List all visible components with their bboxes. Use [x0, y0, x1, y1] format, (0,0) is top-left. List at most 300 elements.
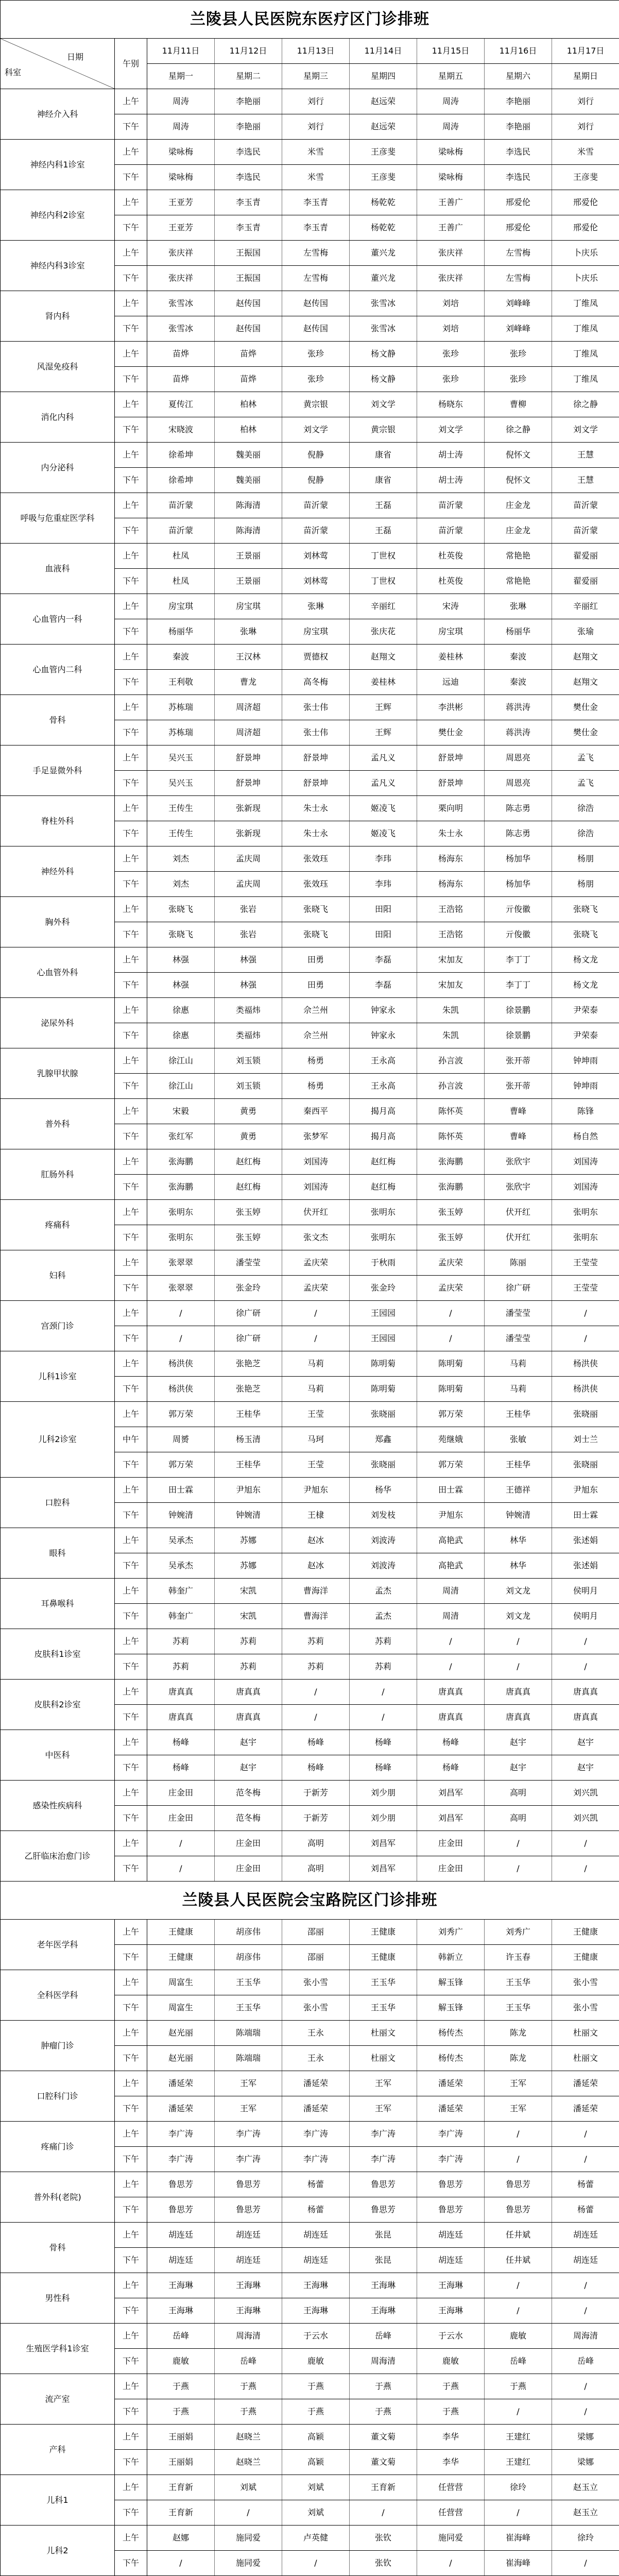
schedule-row: [1, 1920, 619, 1945]
doctor-cell: 唐真真: [417, 1680, 485, 1705]
doctor-cell: /: [552, 2374, 619, 2399]
doctor-cell: 张欣宇: [485, 1149, 552, 1175]
doctor-cell: 马莉: [485, 1351, 552, 1377]
doctor-cell: 陈端瑞: [215, 2021, 282, 2046]
period-label: 上午: [115, 1478, 147, 1503]
doctor-cell: 陈明菊: [350, 1377, 417, 1402]
doctor-cell: 潘延荣: [282, 2071, 350, 2096]
doctor-cell: 张开蒂: [485, 1074, 552, 1099]
doctor-cell: 吴兴玉: [147, 771, 215, 796]
department-name: 神经内科1诊室: [1, 140, 115, 190]
date-axis-label: 日期: [66, 52, 83, 62]
doctor-cell: 于燕: [282, 2374, 350, 2399]
doctor-cell: 唐真真: [417, 1705, 485, 1730]
doctor-cell: 张梦军: [282, 1124, 350, 1149]
period-label: 下午: [115, 2500, 147, 2526]
doctor-cell: 杜丽文: [552, 2021, 619, 2046]
doctor-cell: 王汉林: [215, 645, 282, 670]
doctor-cell: 王健康: [350, 1945, 417, 1970]
doctor-cell: 林强: [147, 947, 215, 973]
doctor-cell: 赵玉立: [552, 2500, 619, 2526]
schedule-row: [1, 2172, 619, 2197]
doctor-cell: 黄勇: [215, 1124, 282, 1149]
doctor-cell: /: [350, 1680, 417, 1705]
doctor-cell: 丁维凤: [552, 316, 619, 342]
doctor-cell: 张琳: [282, 594, 350, 619]
date-header: 11月13日: [282, 39, 350, 64]
doctor-cell: 苗沂蒙: [417, 518, 485, 544]
period-label: 上午: [115, 1099, 147, 1124]
doctor-cell: /: [350, 1705, 417, 1730]
doctor-cell: /: [552, 1856, 619, 1882]
doctor-cell: 潘延荣: [417, 2096, 485, 2122]
doctor-cell: 陈怀英: [417, 1124, 485, 1149]
doctor-cell: 施同爱: [215, 2526, 282, 2551]
doctor-cell: 张海鹏: [417, 1149, 485, 1175]
schedule-row: [1, 2324, 619, 2349]
weekday-header: 星期四: [350, 64, 417, 89]
doctor-cell: 杨洪侠: [147, 1377, 215, 1402]
period-label: 下午: [115, 872, 147, 897]
period-label: 下午: [115, 2298, 147, 2324]
date-header: 11月17日: [552, 39, 619, 64]
doctor-cell: 尹旭东: [215, 1478, 282, 1503]
doctor-cell: 苏莉: [282, 1629, 350, 1654]
schedule-row: [1, 2374, 619, 2399]
schedule-row: [1, 1781, 619, 1806]
doctor-cell: 于燕: [282, 2399, 350, 2425]
schedule-row: [1, 645, 619, 670]
doctor-cell: 辛丽红: [350, 594, 417, 619]
doctor-cell: 王军: [350, 2096, 417, 2122]
doctor-cell: 于新芳: [282, 1806, 350, 1831]
doctor-cell: 赵传国: [215, 316, 282, 342]
doctor-cell: 亓俊徽: [485, 922, 552, 947]
doctor-cell: 马莉: [485, 1377, 552, 1402]
doctor-cell: 陈龙: [485, 2021, 552, 2046]
schedule-row: [1, 998, 619, 1023]
doctor-cell: 鲁思芳: [350, 2172, 417, 2197]
doctor-cell: 鲁思芳: [215, 2172, 282, 2197]
schedule-row: [1, 947, 619, 973]
department-name: 感染性疾病科: [1, 1781, 115, 1831]
doctor-cell: 孟庆周: [215, 846, 282, 872]
doctor-cell: 郭万荣: [417, 1452, 485, 1478]
doctor-cell: 苗沂蒙: [147, 518, 215, 544]
doctor-cell: 柏林: [215, 417, 282, 443]
doctor-cell: 伏开红: [282, 1200, 350, 1225]
doctor-cell: 杨蕾: [552, 2172, 619, 2197]
diagonal-divider: [1, 39, 114, 89]
schedule-row: [1, 846, 619, 872]
doctor-cell: 张晓飞: [282, 897, 350, 922]
doctor-cell: 曹龙: [215, 670, 282, 695]
doctor-cell: 赵娜: [147, 2526, 215, 2551]
doctor-cell: 郭万荣: [147, 1402, 215, 1427]
doctor-cell: 刘兴凯: [552, 1781, 619, 1806]
doctor-cell: 赵冰: [282, 1528, 350, 1553]
doctor-cell: /: [147, 1301, 215, 1326]
doctor-cell: 徐浩: [552, 796, 619, 821]
period-label: 上午: [115, 1680, 147, 1705]
doctor-cell: 杨丽华: [147, 619, 215, 645]
schedule-row: [1, 493, 619, 518]
period-label: 上午: [115, 342, 147, 367]
period-label: 中午: [115, 1427, 147, 1452]
doctor-cell: 周恩亮: [485, 771, 552, 796]
doctor-cell: 苏莉: [350, 1654, 417, 1680]
doctor-cell: 苏莉: [215, 1654, 282, 1680]
period-label: 下午: [115, 569, 147, 594]
doctor-cell: 孟庆周: [215, 872, 282, 897]
doctor-cell: 吴承杰: [147, 1553, 215, 1579]
doctor-cell: 蒋洪涛: [485, 695, 552, 720]
doctor-cell: 樊仕金: [417, 720, 485, 745]
doctor-cell: 王桂华: [485, 1452, 552, 1478]
doctor-cell: 杨乾乾: [350, 215, 417, 241]
department-name: 口腔科: [1, 1478, 115, 1528]
schedule-row: [1, 2122, 619, 2147]
doctor-cell: 周涛: [417, 89, 485, 114]
period-label: 下午: [115, 771, 147, 796]
period-label: 下午: [115, 165, 147, 190]
doctor-cell: 刘文学: [417, 417, 485, 443]
doctor-cell: /: [147, 2551, 215, 2576]
doctor-cell: 刘昌军: [417, 1806, 485, 1831]
doctor-cell: 张明东: [147, 1200, 215, 1225]
schedule-row: [1, 1200, 619, 1225]
doctor-cell: /: [350, 2500, 417, 2526]
doctor-cell: 徐景鹏: [485, 998, 552, 1023]
doctor-cell: 张新现: [215, 821, 282, 846]
doctor-cell: 张述娟: [552, 1553, 619, 1579]
period-label: 下午: [115, 1654, 147, 1680]
doctor-cell: 王传生: [147, 796, 215, 821]
schedule-row: [1, 1478, 619, 1503]
doctor-cell: 王海琳: [350, 2298, 417, 2324]
doctor-cell: 王海琳: [282, 2273, 350, 2298]
doctor-cell: 李艳丽: [215, 89, 282, 114]
doctor-cell: 杨蕾: [282, 2197, 350, 2223]
doctor-cell: 施同爱: [417, 2526, 485, 2551]
doctor-cell: 胡连廷: [147, 2248, 215, 2273]
doctor-cell: 王德祥: [485, 1478, 552, 1503]
department-name: 妇科: [1, 1250, 115, 1301]
doctor-cell: 孟庆荣: [282, 1276, 350, 1301]
period-label: 下午: [115, 2096, 147, 2122]
doctor-cell: 梁咏梅: [417, 140, 485, 165]
date-header: 11月16日: [485, 39, 552, 64]
doctor-cell: 王棣: [282, 1503, 350, 1528]
doctor-cell: 于燕: [147, 2374, 215, 2399]
doctor-cell: 苏莉: [147, 1629, 215, 1654]
doctor-cell: 张琳: [215, 619, 282, 645]
doctor-cell: 卜庆乐: [552, 241, 619, 266]
doctor-cell: 杨加华: [485, 872, 552, 897]
doctor-cell: 于云水: [417, 2324, 485, 2349]
doctor-cell: 徐惠: [147, 1023, 215, 1048]
doctor-cell: 张珍: [282, 367, 350, 392]
doctor-cell: 赵光丽: [147, 2021, 215, 2046]
doctor-cell: 杜凤: [147, 544, 215, 569]
doctor-cell: 米雪: [552, 140, 619, 165]
doctor-cell: 刘行: [282, 114, 350, 140]
schedule-row: [1, 1301, 619, 1326]
doctor-cell: 张庆祥: [417, 266, 485, 291]
schedule-row: [1, 897, 619, 922]
doctor-cell: 王莹: [282, 1402, 350, 1427]
doctor-cell: 米雪: [282, 165, 350, 190]
doctor-cell: 王海琳: [147, 2298, 215, 2324]
doctor-cell: 王建红: [485, 2450, 552, 2475]
doctor-cell: 倪怀文: [485, 468, 552, 493]
doctor-cell: /: [147, 1831, 215, 1856]
doctor-cell: 岳峰: [552, 2349, 619, 2374]
doctor-cell: 鹿敏: [147, 2349, 215, 2374]
doctor-cell: 李玮: [350, 872, 417, 897]
doctor-cell: 张晓飞: [552, 922, 619, 947]
period-label: 上午: [115, 695, 147, 720]
doctor-cell: 黄宗银: [282, 392, 350, 417]
department-name: 老年医学科: [1, 1920, 115, 1970]
doctor-cell: 王景丽: [215, 544, 282, 569]
doctor-cell: 杨乾乾: [350, 190, 417, 215]
doctor-cell: 鲁思芳: [147, 2172, 215, 2197]
doctor-cell: 张钦: [350, 2526, 417, 2551]
doctor-cell: 周富生: [147, 1995, 215, 2021]
doctor-cell: 翟爱丽: [552, 569, 619, 594]
department-name: 儿科2诊室: [1, 1402, 115, 1478]
doctor-cell: 韩奎广: [147, 1604, 215, 1629]
doctor-cell: 陈志勇: [485, 821, 552, 846]
doctor-cell: 揭月高: [350, 1099, 417, 1124]
doctor-cell: 朱凯: [417, 1023, 485, 1048]
doctor-cell: 唐真真: [215, 1680, 282, 1705]
department-name: 耳鼻喉科: [1, 1579, 115, 1629]
doctor-cell: 孟飞: [552, 771, 619, 796]
doctor-cell: 张小雪: [552, 1995, 619, 2021]
doctor-cell: 刘发枝: [350, 1503, 417, 1528]
schedule-title: 兰陵县人民医院东医疗区门诊排班: [1, 1, 619, 39]
doctor-cell: 王军: [350, 2071, 417, 2096]
doctor-cell: 马莉: [282, 1377, 350, 1402]
doctor-cell: 蒋洪涛: [485, 720, 552, 745]
schedule-row: [1, 241, 619, 266]
doctor-cell: 陈志勇: [485, 796, 552, 821]
doctor-cell: 刘文龙: [485, 1579, 552, 1604]
doctor-cell: 张琳: [485, 594, 552, 619]
schedule-row: [1, 2425, 619, 2450]
doctor-cell: 陈怀英: [417, 1099, 485, 1124]
period-label: 上午: [115, 140, 147, 165]
doctor-cell: 黄宗银: [350, 417, 417, 443]
doctor-cell: 杨洪侠: [147, 1351, 215, 1377]
doctor-cell: 王彦斐: [350, 165, 417, 190]
doctor-cell: 赵传国: [282, 316, 350, 342]
doctor-cell: 胡连廷: [282, 2223, 350, 2248]
doctor-cell: 张珍: [485, 367, 552, 392]
doctor-cell: 赵光丽: [147, 2046, 215, 2071]
doctor-cell: 岳峰: [215, 2349, 282, 2374]
period-label: 上午: [115, 1149, 147, 1175]
doctor-cell: 高艳武: [417, 1528, 485, 1553]
doctor-cell: 米雪: [282, 140, 350, 165]
doctor-cell: 邢爱伦: [552, 190, 619, 215]
doctor-cell: 刘文龙: [485, 1604, 552, 1629]
doctor-cell: 张庆祥: [147, 241, 215, 266]
period-label: 下午: [115, 2349, 147, 2374]
doctor-cell: 唐真真: [147, 1680, 215, 1705]
doctor-cell: 杜英俊: [417, 569, 485, 594]
doctor-cell: 王海琳: [417, 2273, 485, 2298]
doctor-cell: 杨玉清: [215, 1427, 282, 1452]
doctor-cell: /: [552, 2399, 619, 2425]
doctor-cell: 刘行: [282, 89, 350, 114]
doctor-cell: 卜庆乐: [552, 266, 619, 291]
period-label: 上午: [115, 241, 147, 266]
doctor-cell: 倪怀文: [485, 443, 552, 468]
doctor-cell: 周海清: [552, 2324, 619, 2349]
doctor-cell: 吴承杰: [147, 1528, 215, 1553]
date-header: 11月15日: [417, 39, 485, 64]
schedule-row: [1, 594, 619, 619]
doctor-cell: 于燕: [417, 2374, 485, 2399]
doctor-cell: 任营营: [417, 2475, 485, 2500]
doctor-cell: 刘杰: [147, 872, 215, 897]
doctor-cell: 张明东: [552, 1225, 619, 1250]
doctor-cell: 朱士永: [282, 796, 350, 821]
doctor-cell: 周清: [417, 1604, 485, 1629]
doctor-cell: 胡士涛: [417, 468, 485, 493]
doctor-cell: 刘峰峰: [485, 316, 552, 342]
doctor-cell: 张晓飞: [552, 897, 619, 922]
period-label: 上午: [115, 1579, 147, 1604]
department-name: 脊柱外科: [1, 796, 115, 846]
doctor-cell: /: [282, 1301, 350, 1326]
doctor-cell: 丁世权: [350, 544, 417, 569]
doctor-cell: 韩奎广: [147, 1579, 215, 1604]
period-header: 午别: [115, 39, 147, 89]
doctor-cell: 赵宇: [552, 1755, 619, 1781]
doctor-cell: 鲁思芳: [215, 2197, 282, 2223]
doctor-cell: 赵翔文: [552, 670, 619, 695]
doctor-cell: 周清: [417, 1579, 485, 1604]
doctor-cell: 赵宇: [552, 1730, 619, 1755]
doctor-cell: 王玉华: [485, 1970, 552, 1995]
doctor-cell: 张明东: [552, 1200, 619, 1225]
period-label: 上午: [115, 745, 147, 771]
doctor-cell: 贾德权: [282, 645, 350, 670]
schedule-row: [1, 392, 619, 417]
doctor-cell: 徐广研: [485, 1276, 552, 1301]
schedule-row: [1, 544, 619, 569]
period-label: 下午: [115, 821, 147, 846]
doctor-cell: 周涛: [147, 89, 215, 114]
doctor-cell: 卢英健: [282, 2526, 350, 2551]
doctor-cell: 李选民: [215, 165, 282, 190]
doctor-cell: 高明: [282, 1831, 350, 1856]
schedule-row: [1, 1099, 619, 1124]
doctor-cell: 刘文学: [282, 417, 350, 443]
doctor-cell: 姬凌飞: [350, 796, 417, 821]
doctor-cell: 潘莹莹: [215, 1250, 282, 1276]
doctor-cell: 刘峰峰: [485, 291, 552, 316]
doctor-cell: 揭月高: [350, 1124, 417, 1149]
doctor-cell: 唐真真: [147, 1705, 215, 1730]
doctor-cell: 苏莉: [282, 1654, 350, 1680]
doctor-cell: 杨峰: [417, 1730, 485, 1755]
doctor-cell: 潘延荣: [147, 2071, 215, 2096]
doctor-cell: 王辉: [350, 720, 417, 745]
doctor-cell: 庄金田: [215, 1856, 282, 1882]
doctor-cell: 魏美丽: [215, 468, 282, 493]
doctor-cell: 郑鑫: [350, 1427, 417, 1452]
doctor-cell: 丁维凤: [552, 367, 619, 392]
period-label: 上午: [115, 2122, 147, 2147]
doctor-cell: 曹峰: [485, 1124, 552, 1149]
doctor-cell: 崔海峰: [485, 2551, 552, 2576]
doctor-cell: 杨洪侠: [552, 1351, 619, 1377]
doctor-cell: 樊仕金: [552, 720, 619, 745]
period-label: 上午: [115, 1351, 147, 1377]
doctor-cell: 庄金田: [417, 1856, 485, 1882]
schedule-row: [1, 1250, 619, 1276]
doctor-cell: 宋毅: [147, 1099, 215, 1124]
doctor-cell: 苗沂蒙: [552, 493, 619, 518]
doctor-cell: 张玉婷: [215, 1200, 282, 1225]
doctor-cell: 李广涛: [147, 2147, 215, 2172]
doctor-cell: 李广涛: [417, 2147, 485, 2172]
doctor-cell: 岳峰: [485, 2349, 552, 2374]
doctor-cell: 赵翔文: [350, 645, 417, 670]
period-label: 下午: [115, 114, 147, 140]
period-label: 上午: [115, 998, 147, 1023]
doctor-cell: 张钦: [350, 2551, 417, 2576]
doctor-cell: 刘培: [417, 316, 485, 342]
doctor-cell: 张晓丽: [552, 1452, 619, 1478]
doctor-cell: 徐广研: [215, 1301, 282, 1326]
doctor-cell: 王浩铭: [417, 897, 485, 922]
doctor-cell: 邢爱伦: [485, 190, 552, 215]
doctor-cell: 鹿敏: [417, 2349, 485, 2374]
doctor-cell: /: [485, 2399, 552, 2425]
doctor-cell: 田士霖: [417, 1478, 485, 1503]
doctor-cell: 李玮: [350, 846, 417, 872]
doctor-cell: 李丁丁: [485, 947, 552, 973]
doctor-cell: 张昆: [350, 2248, 417, 2273]
doctor-cell: 刘国涛: [552, 1175, 619, 1200]
doctor-cell: 庄金田: [417, 1831, 485, 1856]
doctor-cell: 刘波涛: [350, 1553, 417, 1579]
doctor-cell: 王磊: [350, 493, 417, 518]
doctor-cell: 张艳芝: [215, 1351, 282, 1377]
schedule-row: [1, 2021, 619, 2046]
doctor-cell: 潘延荣: [552, 2071, 619, 2096]
doctor-cell: 宋加友: [417, 973, 485, 998]
doctor-cell: 张小雪: [552, 1970, 619, 1995]
doctor-cell: 杨海东: [417, 846, 485, 872]
doctor-cell: 林华: [485, 1553, 552, 1579]
doctor-cell: 钟家永: [350, 998, 417, 1023]
period-label: 下午: [115, 1553, 147, 1579]
department-name: 眼科: [1, 1528, 115, 1579]
doctor-cell: 杜丽文: [350, 2046, 417, 2071]
department-name: 男性科: [1, 2273, 115, 2324]
doctor-cell: 王莹莹: [552, 1276, 619, 1301]
period-label: 上午: [115, 2374, 147, 2399]
doctor-cell: 张玉婷: [215, 1225, 282, 1250]
doctor-cell: 韩新立: [417, 1945, 485, 1970]
